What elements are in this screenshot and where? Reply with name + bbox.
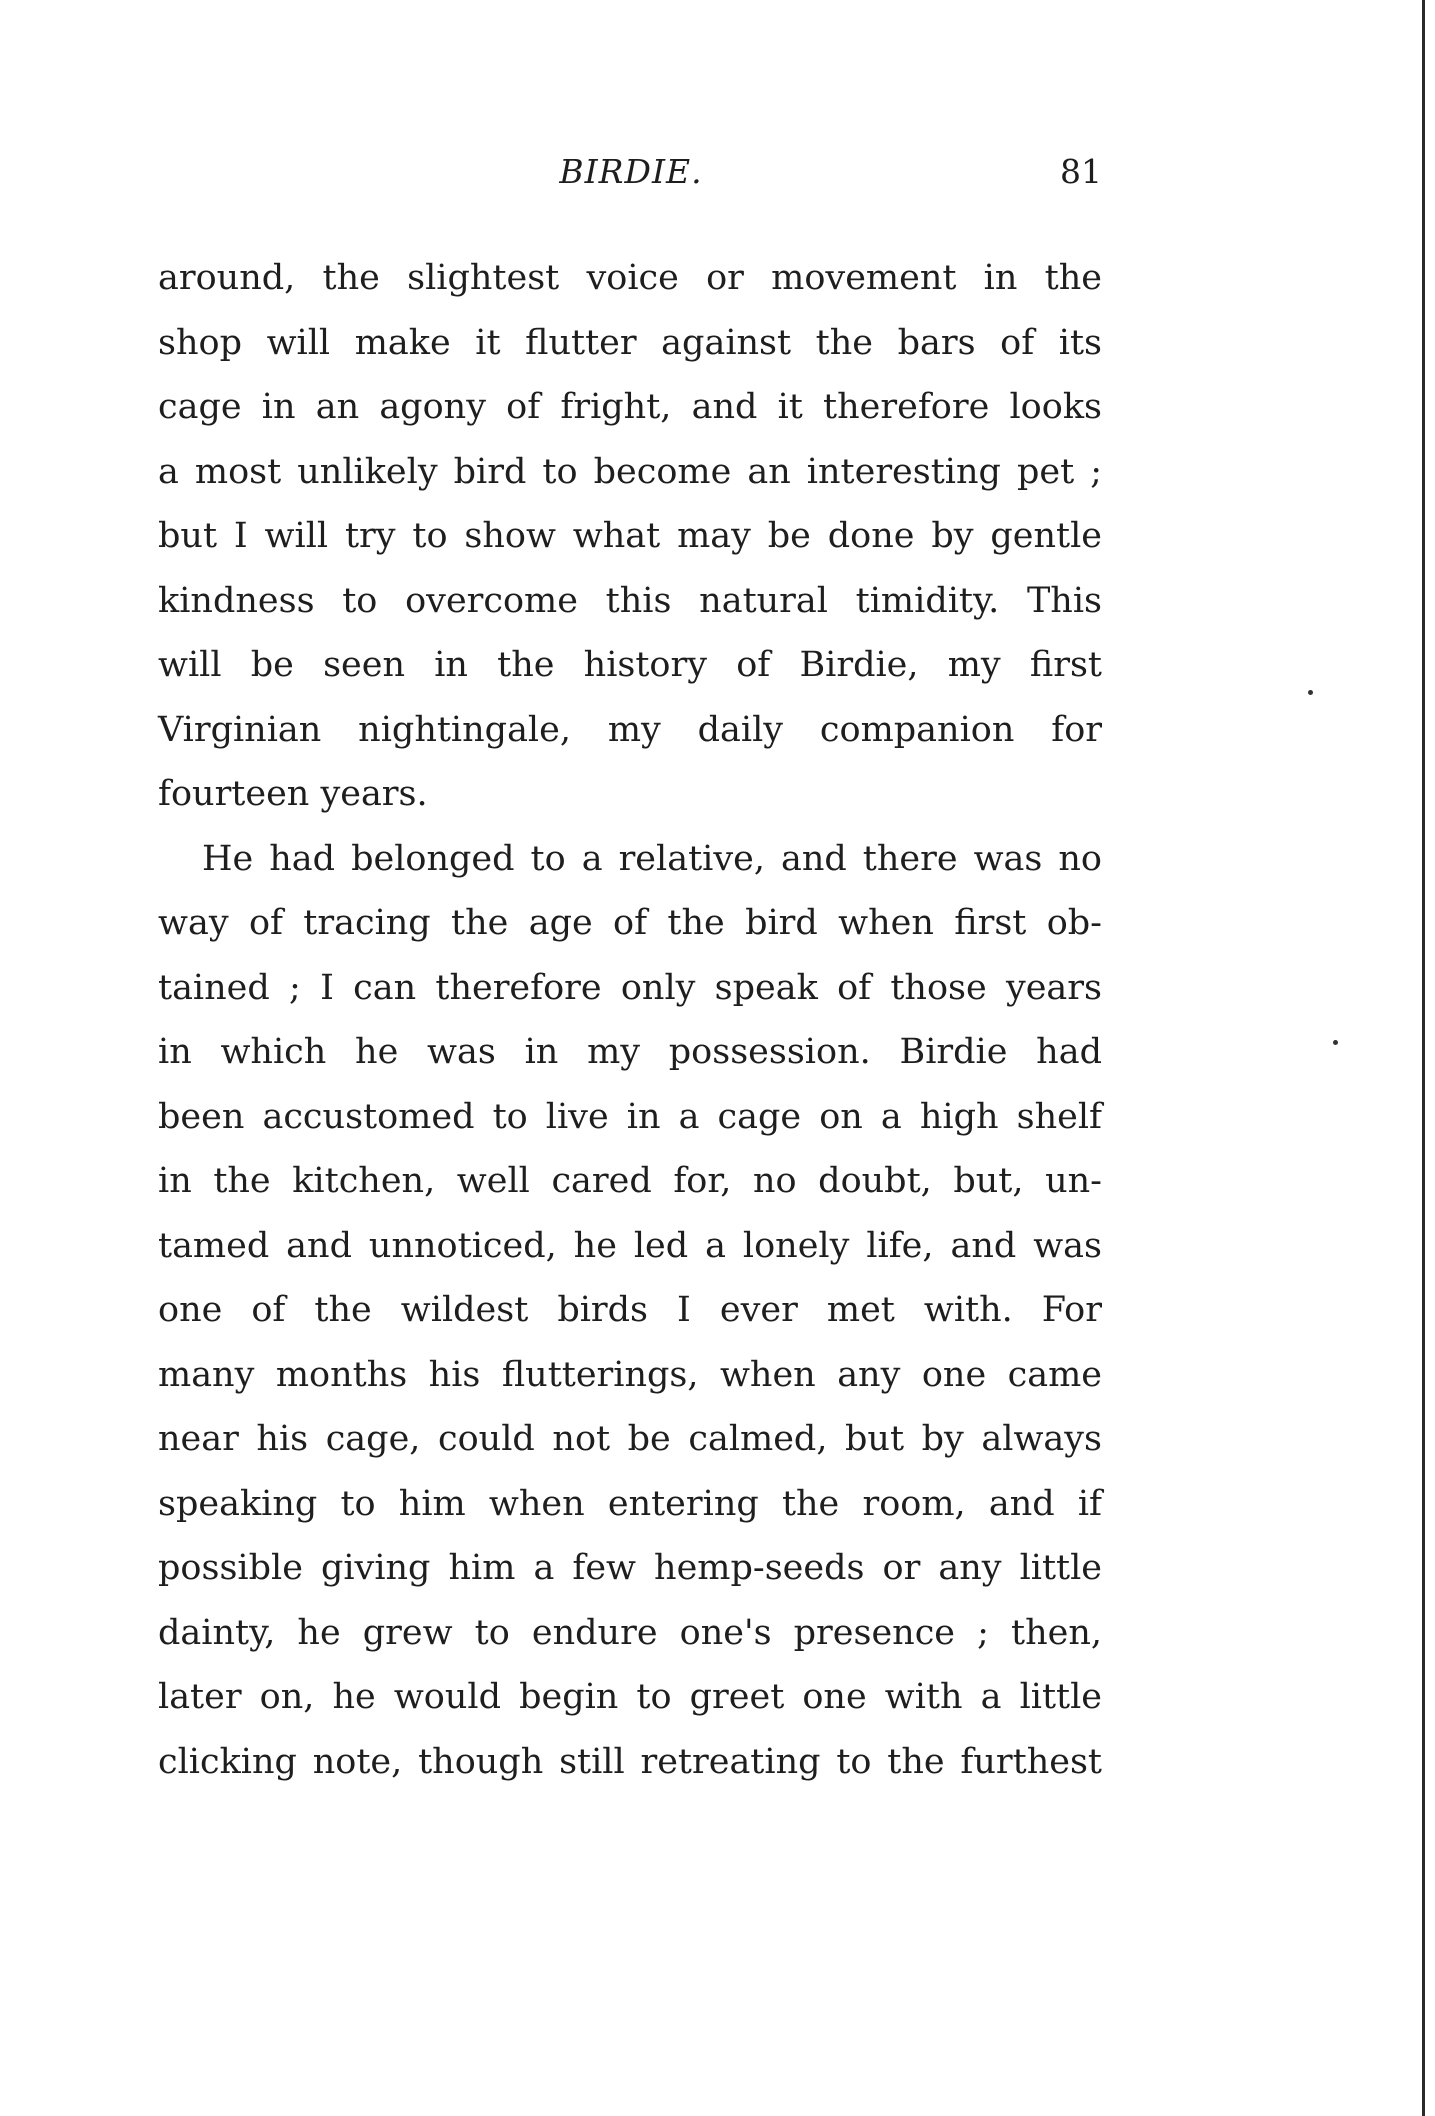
text-line: dainty, he grew to endure one's presence ; then, <box>158 1612 1102 1653</box>
text-line: tained ; I can therefore only speak of those years <box>158 967 1102 1008</box>
text-line: in which he was in my possession. Birdie had <box>158 1032 1102 1072</box>
text-line: Virginian nightingale, my daily companion for <box>158 709 1102 750</box>
running-head <box>160 152 1102 200</box>
text-line: near his cage, could not be calmed, but by always <box>158 1419 1102 1459</box>
page-edge-line <box>1422 0 1425 2116</box>
scan-speck <box>1333 1040 1338 1045</box>
text-line: He had belonged to a relative, and there was no <box>202 838 1102 879</box>
text-line: a most unlikely bird to become an interesting pet ; <box>158 451 1102 492</box>
scan-speck <box>1308 690 1313 695</box>
text-line: shop will make it flutter against the bars of its <box>158 322 1102 363</box>
text-line: clicking note, though still retreating to the furthest <box>158 1741 1102 1782</box>
text-line: way of tracing the age of the bird when first ob- <box>158 903 1102 943</box>
text-line: in the kitchen, well cared for, no doubt, but, un- <box>158 1161 1102 1201</box>
text-line: fourteen years. <box>158 774 428 814</box>
page-number: 81 <box>1060 152 1102 191</box>
text-line: tamed and unnoticed, he led a lonely life, and was <box>158 1225 1102 1266</box>
text-line: kindness to overcome this natural timidity. This <box>158 580 1102 621</box>
text-line: many months his flutterings, when any one came <box>158 1354 1102 1395</box>
text-line: possible giving him a few hemp-seeds or any little <box>158 1548 1102 1588</box>
text-line: but I will try to show what may be done by gentle <box>158 516 1102 556</box>
text-line: speaking to him when entering the room, and if <box>158 1483 1102 1524</box>
text-line: cage in an agony of fright, and it therefore looks <box>158 387 1102 427</box>
text-line: one of the wildest birds I ever met with. For <box>158 1290 1102 1330</box>
text-line: later on, he would begin to greet one with a little <box>158 1677 1102 1717</box>
running-title: BIRDIE. <box>559 152 703 191</box>
text-line: around, the slightest voice or movement in the <box>158 258 1102 298</box>
body-text <box>158 246 1102 1794</box>
text-line: been accustomed to live in a cage on a high shelf <box>158 1096 1102 1137</box>
text-line: will be seen in the history of Birdie, my first <box>158 645 1102 685</box>
